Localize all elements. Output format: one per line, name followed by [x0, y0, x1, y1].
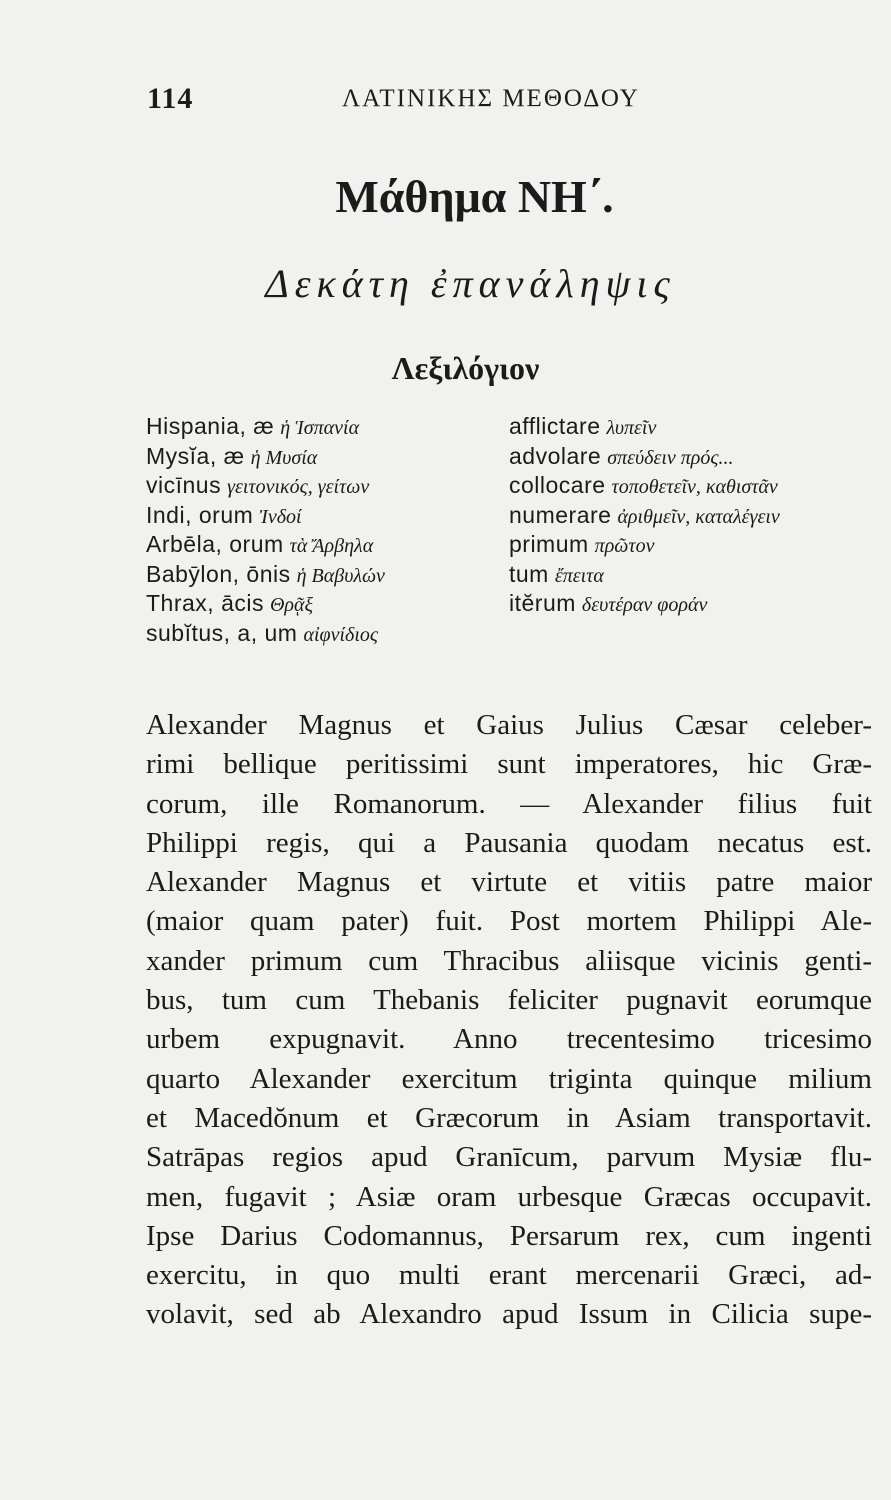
text-line: bus, tum cum Thebanis feliciter pugnavit eorumque — [146, 984, 872, 1017]
text-line: Alexander Magnus et virtute et vitiis patre maior — [146, 866, 872, 899]
latin-term: advolare — [509, 442, 602, 469]
greek-gloss: Ἰνδοί — [259, 505, 302, 528]
latin-term: vicīnus — [146, 472, 222, 498]
latin-term: Thrax, ācis — [146, 590, 264, 616]
greek-gloss: τοποθετεῖν, καθιστᾶν — [611, 476, 778, 498]
vocab-entry — [509, 412, 780, 442]
latin-term: primum — [509, 531, 589, 557]
greek-gloss: ἔπειτα — [554, 564, 604, 587]
text-line: Alexander Magnus et Gaius Julius Cæsar celeber- — [146, 709, 872, 741]
vocab-entry — [509, 560, 780, 590]
greek-gloss: τὰ Ἄρβηλα — [289, 535, 374, 557]
page-header — [147, 82, 847, 122]
text-line: rimi bellique peritissimi sunt imperatores, hic Græ- — [146, 748, 872, 781]
text-line: Philippi regis, qui a Pausania quodam necatus est. — [146, 826, 872, 859]
latin-term: Arbēla, orum — [146, 531, 284, 557]
greek-gloss: ἡ Ἱσπανία — [280, 417, 360, 439]
latin-term: tum — [509, 560, 549, 587]
lesson-reading-text — [146, 706, 872, 1335]
text-line: Satrāpas regios apud Granīcum, parvum Mysiæ flu- — [146, 1141, 872, 1174]
text-line: Ipse Darius Codomannus, Persarum rex, cum ingenti — [146, 1219, 872, 1252]
page-number: 114 — [147, 82, 194, 115]
latin-term: Indi, orum — [146, 501, 254, 528]
latin-term: collocare — [509, 472, 606, 498]
vocabulary-heading: Λεξιλόγιον — [391, 350, 540, 386]
greek-gloss: ἀριθμεῖν, καταλέγειν — [617, 505, 780, 528]
text-line: urbem expugnavit. Anno trecentesimo tricesimo — [146, 1023, 872, 1056]
greek-gloss: σπεύδειν πρός... — [607, 446, 734, 469]
greek-gloss: πρῶτον — [594, 535, 655, 557]
vocab-entry — [509, 471, 780, 501]
latin-term: afflictare — [509, 413, 601, 439]
text-line: men, fugavit ; Asiæ oram urbesque Græcas occupavit. — [146, 1180, 872, 1213]
latin-term: itĕrum — [509, 590, 576, 616]
vocab-entry — [146, 412, 385, 442]
vocab-entry — [509, 589, 780, 619]
lesson-title: Μάθημα ΝΗ΄. — [335, 171, 614, 222]
vocab-entry — [146, 619, 385, 649]
greek-gloss: αἰφνίδιος — [303, 623, 378, 646]
vocab-entry — [146, 530, 385, 560]
text-line: exercitu, in quo multi erant mercenarii Græci, ad- — [146, 1259, 872, 1292]
greek-gloss: δευτέραν φοράν — [581, 594, 708, 616]
text-line: xander primum cum Thracibus aliisque vicinis genti- — [146, 944, 872, 977]
lesson-subtitle: Δεκάτη ἐπανάληψις — [265, 261, 676, 306]
vocab-entry — [146, 589, 385, 619]
vocab-entry — [509, 530, 780, 560]
greek-gloss: λυπεῖν — [606, 417, 657, 439]
vocab-entry — [146, 442, 385, 472]
latin-term: Mysĭa, æ — [146, 442, 245, 469]
vocab-entry — [146, 501, 385, 531]
greek-gloss: ἡ Βαβυλών — [296, 564, 385, 587]
text-line: corum, ille Romanorum. — Alexander filius fuit — [146, 787, 872, 820]
latin-term: Hispania, æ — [146, 413, 275, 439]
running-head: ΛΑΤΙΝΙΚΗΣ ΜΕΘΟΔΟΥ — [342, 85, 640, 112]
text-line: (maior quam pater) fuit. Post mortem Philippi Ale- — [146, 905, 872, 938]
greek-gloss: ἡ Μυσία — [250, 446, 318, 469]
latin-term: Babȳlon, ōnis — [146, 560, 291, 587]
text-line: quarto Alexander exercitum triginta quinque milium — [146, 1062, 872, 1095]
greek-gloss: γειτονικός, γείτων — [227, 476, 370, 498]
vocab-entry — [509, 501, 780, 531]
vocab-entry — [146, 471, 385, 501]
vocab-entry — [509, 442, 780, 472]
greek-gloss: Θρᾷξ — [269, 594, 314, 616]
latin-term: subĭtus, a, um — [146, 619, 298, 646]
text-line: et Macedŏnum et Græcorum in Asiam transportavit. — [146, 1101, 872, 1134]
vocab-entry — [146, 560, 385, 590]
text-line: volavit, sed ab Alexandro apud Issum in Cilicia supe- — [146, 1298, 872, 1331]
latin-term: numerare — [509, 501, 612, 528]
vocabulary-left-column — [146, 412, 385, 648]
vocabulary-right-column — [509, 412, 780, 619]
